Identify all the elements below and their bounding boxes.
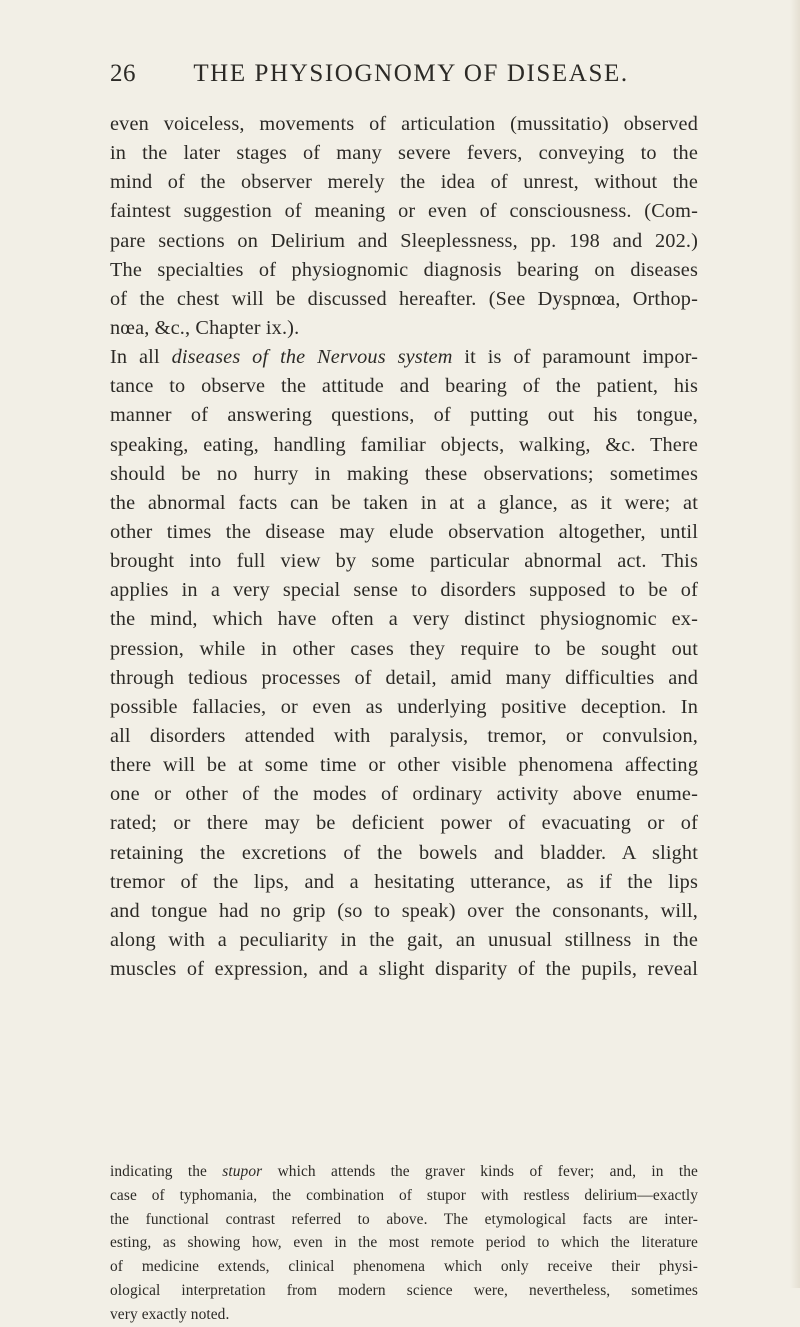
footnote-line-mixed — [110, 1160, 698, 1184]
running-title: THE PHYSIOGNOMY OF DISEASE. — [193, 60, 629, 87]
text-line: even voiceless, movements of articulation (mussitatio) observed — [110, 113, 698, 135]
text-line: in the later stages of many severe fevers, conveying to the — [110, 142, 698, 165]
text-line: all disorders attended with paralysis, tremor, or convulsion, — [110, 724, 698, 747]
text-fragment: which attends the graver kinds of fever; and, in the — [262, 1163, 698, 1180]
text-line: and tongue had no grip (so to speak) over the consonants, will, — [110, 899, 698, 922]
text-line: speaking, eating, handling familiar objects, walking, &c. There — [110, 433, 698, 456]
footnote-line: esting, as showing how, even in the most remote period to which the literature — [110, 1234, 698, 1252]
text-line: one or other of the modes of ordinary activity above enume- — [110, 783, 698, 806]
footnote-line: ological interpretation from modern science were, nevertheless, sometimes — [110, 1281, 698, 1299]
text-line: tance to observe the attitude and bearing of the patient, his — [110, 375, 698, 398]
text-line: nœa, &c., Chapter ix.). — [110, 316, 300, 339]
text-line: rated; or there may be deficient power of evacuating or of — [110, 812, 698, 835]
text-line: retaining the excretions of the bowels and bladder. A slight — [110, 841, 698, 864]
text-line: there will be at some time or other visible phenomena affecting — [110, 754, 698, 777]
footnote — [110, 1160, 698, 1327]
page-header — [110, 60, 698, 94]
footnote-line: of medicine extends, clinical phenomena which only receive their physi- — [110, 1258, 698, 1276]
text-line: manner of answering questions, of putting out his tongue, — [110, 404, 698, 427]
text-line: of the chest will be discussed hereafter. (See Dyspnœa, Orthop- — [110, 287, 698, 310]
text-line: brought into full view by some particular abnormal act. This — [110, 550, 698, 573]
text-fragment: In all — [110, 346, 172, 369]
footnote-line: the functional contrast referred to above. The etymological facts are inter- — [110, 1210, 698, 1228]
text-fragment: indicating the — [110, 1163, 223, 1180]
text-line: pression, while in other cases they require to be sought out — [110, 637, 698, 660]
text-line: pare sections on Delirium and Sleeplessness, pp. 198 and 202.) — [110, 229, 698, 252]
footnote-line: case of typhomania, the combination of stupor with restless delirium—exactly — [110, 1186, 698, 1204]
text-line: the abnormal facts can be taken in at a glance, as it were; at — [110, 491, 698, 514]
footnote-line: very exactly noted. — [110, 1305, 230, 1323]
text-line: possible fallacies, or even as underlying positive deception. In — [110, 695, 698, 718]
page-edge — [790, 0, 800, 1288]
body-text — [110, 110, 698, 984]
italic-phrase: diseases of the Nervous system — [171, 346, 453, 369]
text-line: the mind, which have often a very distinct physiognomic ex- — [110, 608, 698, 631]
text-line: muscles of expression, and a slight disparity of the pupils, reveal — [110, 958, 698, 981]
text-line: along with a peculiarity in the gait, an unusual stillness in the — [110, 928, 698, 951]
text-line: tremor of the lips, and a hesitating utterance, as if the lips — [110, 870, 698, 893]
text-line: faintest suggestion of meaning or even of consciousness. (Com- — [110, 200, 698, 223]
text-line: through tedious processes of detail, amid many difficulties and — [110, 666, 698, 689]
text-fragment: it is of paramount impor- — [452, 346, 699, 369]
text-line: The specialties of physiognomic diagnosis bearing on diseases — [110, 258, 698, 281]
text-line-mixed — [110, 343, 698, 372]
text-line: applies in a very special sense to disorders supposed to be of — [110, 579, 698, 602]
italic-word: stupor — [222, 1163, 263, 1180]
page-number: 26 — [110, 60, 136, 87]
text-line: should be no hurry in making these observations; sometimes — [110, 462, 698, 485]
text-line: mind of the observer merely the idea of unrest, without the — [110, 171, 698, 194]
text-line: other times the disease may elude observation altogether, until — [110, 520, 698, 543]
